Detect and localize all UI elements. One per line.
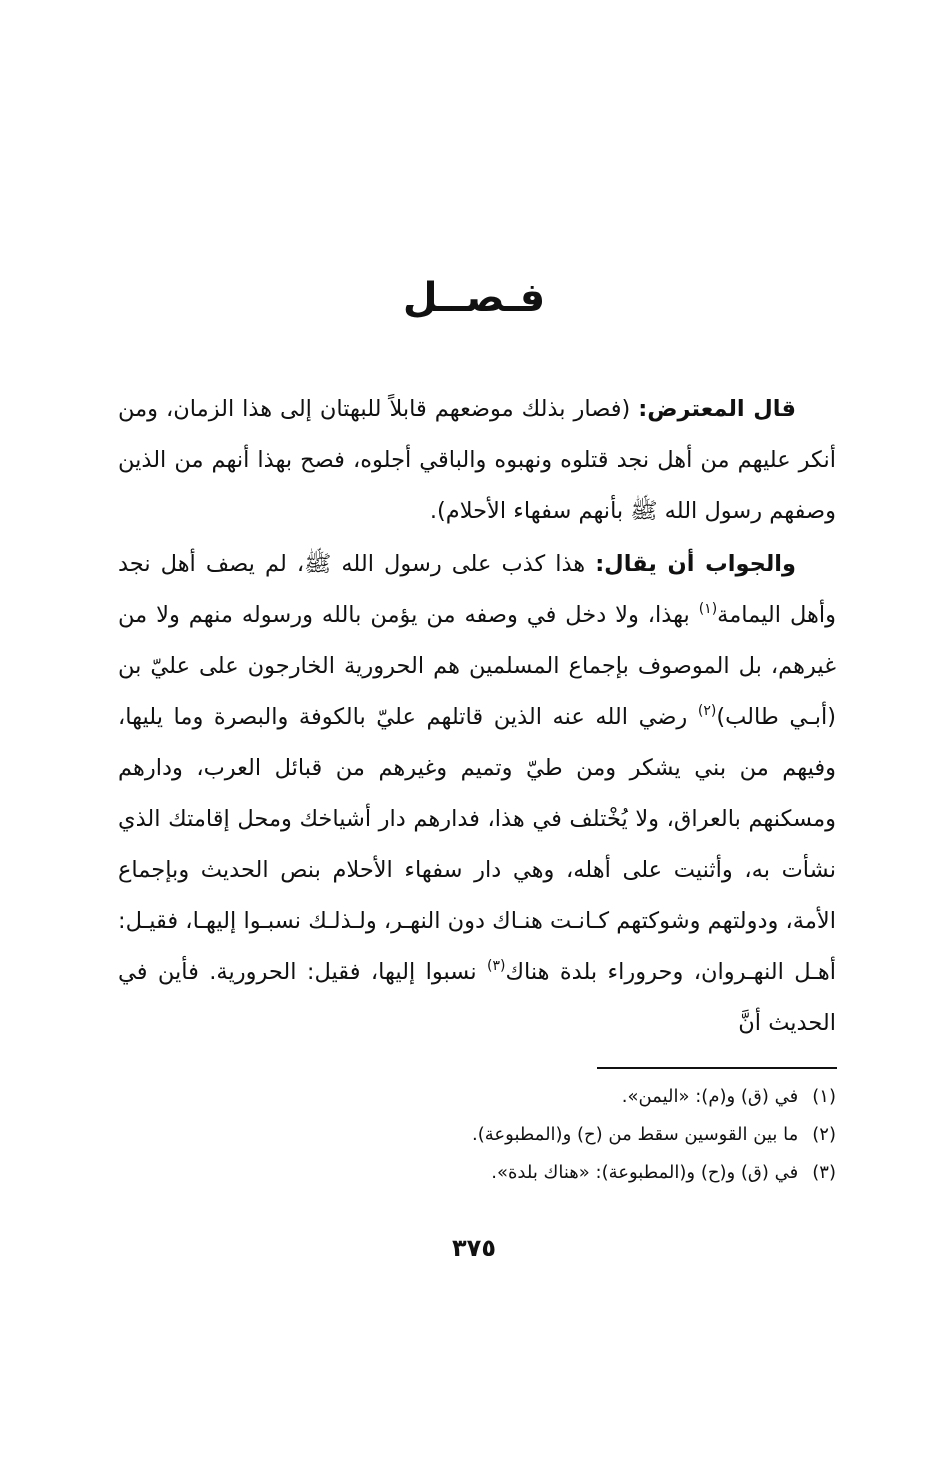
page-number: ٣٧٥ xyxy=(452,1234,496,1262)
paragraph-objection xyxy=(118,384,836,537)
footnote-number: (١) xyxy=(812,1086,836,1107)
footnote-ref-2: (٢) xyxy=(697,703,717,719)
footnote-2 xyxy=(118,1116,836,1154)
answer-text-part-1: هذا كذب على رسول الله ﷺ، لم يصف أهل نجد وأهل اليمامة xyxy=(118,551,836,628)
footnote-3 xyxy=(118,1154,836,1192)
main-text xyxy=(118,384,836,1049)
answer-text-part-4: نسبوا إليها، فقيل: الحرورية. فأين في الحديث أنَّ xyxy=(118,959,836,1036)
footnote-divider xyxy=(597,1067,837,1069)
footnotes xyxy=(118,1078,836,1192)
section-heading: فـصــل xyxy=(402,275,546,321)
paragraph-answer xyxy=(118,539,836,1049)
footnote-text: في (ق) و(ح) و(المطبوعة): «هناك بلدة». xyxy=(491,1162,799,1183)
footnote-ref-1: (١) xyxy=(698,601,718,617)
answer-lead: والجواب أن يقال: xyxy=(595,551,796,577)
objection-text: (فصار بذلك موضعهم قابلاً للبهتان إلى هذا الزمان، ومن أنكر عليهم من أهل نجد قتلوه ونهبوه والباقي أجلوه، فصح بهذا أنهم من الذين وصفهم رسول الله ﷺ بأنهم سفهاء الأحلام). xyxy=(118,396,836,524)
footnote-number: (٢) xyxy=(812,1124,836,1145)
footnote-number: (٣) xyxy=(812,1162,836,1183)
objector-lead: قال المعترض: xyxy=(638,396,796,422)
footnote-text: ما بين القوسين سقط من (ح) و(المطبوعة). xyxy=(472,1124,799,1145)
footnote-text: في (ق) و(م): «اليمن». xyxy=(621,1086,799,1107)
answer-text-part-2: بهذا، ولا دخل في وصفه من يؤمن بالله ورسوله منهم ولا من غيرهم، بل الموصوف بإجماع المسلمين هم الحرورية الخارجون على عليّ بن (أبـي طالب) xyxy=(118,602,836,730)
footnote-1 xyxy=(118,1078,836,1116)
footnote-ref-3: (٣) xyxy=(486,958,506,974)
answer-text-part-3: رضي الله عنه الذين قاتلهم عليّ بالكوفة والبصرة وما يليها، وفيهم من بني يشكر ومن طيّ وتميم وغيرهم من قبائل العرب، ودارهم ومسكنهم بالعراق، ولا يُخْتلف في هذا، فدارهم دار أشياخك ومحل إقامتك الذي نشأت به، وأثنيت على أهله، وهي دار سفهاء الأحلام بنص الحديث وبإجماع الأمة، ودولتهم وشوكتهم كـانـت هنـاك دون النهـر، ولـذلـك نسبـوا إليهـا، فقيـل: أهـل النهـروان، وحروراء بلدة هناك xyxy=(118,704,836,985)
